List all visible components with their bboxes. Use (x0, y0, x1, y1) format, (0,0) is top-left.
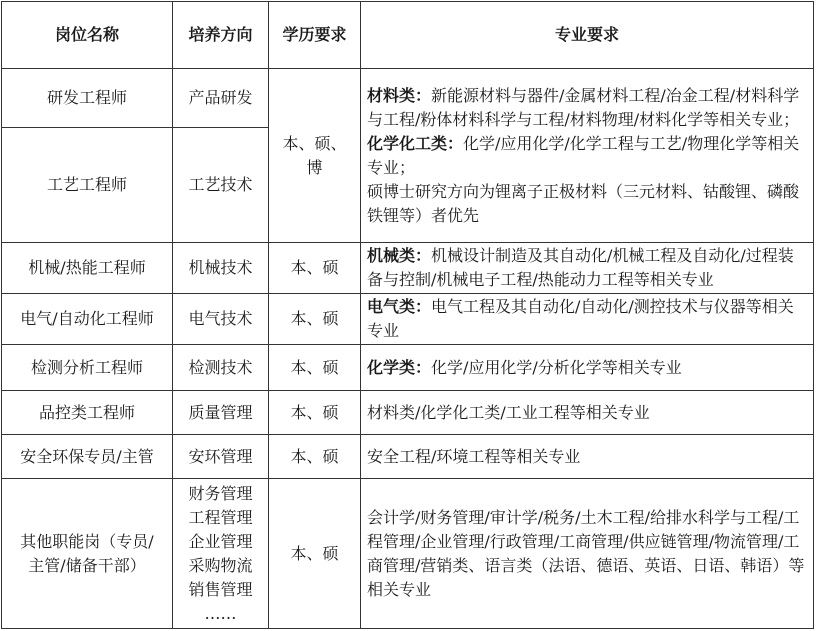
table-row (2, 435, 814, 479)
direction-line: …… (204, 603, 237, 623)
direction-cell: 检测技术 (173, 345, 269, 391)
position-cell: 检测分析工程师 (2, 345, 173, 391)
direction-line: 财务管理 (188, 483, 253, 503)
position-cell: 研发工程师 (2, 69, 173, 128)
direction-cell: 质量管理 (173, 391, 269, 435)
major-category-label: 材料类： (367, 85, 432, 105)
direction-cell (173, 479, 269, 629)
major-category-label: 化学类： (367, 357, 432, 377)
major-text: 机械设计制造及其自动化/机械工程及自动化/过程装备与控制/机械电子工程/热能动力工程等相关专业 (367, 246, 794, 289)
header-major: 专业要求 (361, 2, 814, 69)
table-row (2, 345, 814, 391)
recruitment-table (1, 1, 814, 629)
position-cell: 安全环保专员/主管 (2, 435, 173, 479)
education-cell: 本、硕 (269, 435, 361, 479)
education-cell: 本、硕 (269, 294, 361, 345)
header-row (2, 2, 814, 69)
major-cell (361, 294, 814, 345)
major-category-label: 化学化工类： (367, 133, 464, 153)
direction-line: 工程管理 (188, 507, 253, 527)
table-row (2, 243, 814, 294)
direction-line: 企业管理 (188, 531, 253, 551)
education-cell: 本、硕 (269, 345, 361, 391)
header-education: 学历要求 (269, 2, 361, 69)
major-text: 化学/应用化学/化学工程与工艺/物理化学等相关专业； (367, 133, 800, 177)
direction-cell: 产品研发 (173, 69, 269, 128)
education-cell (269, 69, 361, 243)
direction-line: 销售管理 (188, 579, 253, 599)
position-line: 主管/储备干部） (28, 555, 146, 575)
position-cell (2, 479, 173, 629)
major-cell (361, 345, 814, 391)
major-text: 电气工程及其自动化/自动化/测控技术与仪器等相关专业 (367, 297, 794, 340)
direction-cell: 工艺技术 (173, 128, 269, 243)
major-text: 新能源材料与器件/金属材料工程/冶金工程/材料科学与工程/粉体材料科学与工程/材料物理/材料化学等相关专业； (367, 85, 800, 129)
direction-cell: 电气技术 (173, 294, 269, 345)
table-row (2, 391, 814, 435)
header-position: 岗位名称 (2, 2, 173, 69)
major-category-label: 电气类： (367, 297, 432, 316)
position-cell: 品控类工程师 (2, 391, 173, 435)
major-cell (361, 243, 814, 294)
education-cell: 本、硕 (269, 391, 361, 435)
major-cell: 材料类/化学化工类/工业工程等相关专业 (361, 391, 814, 435)
position-cell: 工艺工程师 (2, 128, 173, 243)
education-cell: 本、硕 (269, 479, 361, 629)
direction-cell: 机械技术 (173, 243, 269, 294)
table-row (2, 479, 814, 629)
major-cell: 会计学/财务管理/审计学/税务/土木工程/给排水科学与工程/工程管理/企业管理/行政管理/工商管理/供应链管理/物流管理/工商管理/营销类、语言类（法语、德语、英语、日语、韩语）等相关专业 (361, 479, 814, 629)
education-cell: 本、硕 (269, 243, 361, 294)
header-direction: 培养方向 (173, 2, 269, 69)
table-row (2, 294, 814, 345)
direction-line: 采购物流 (188, 555, 253, 575)
major-cell: 安全工程/环境工程等相关专业 (361, 435, 814, 479)
direction-cell: 安环管理 (173, 435, 269, 479)
major-cell (361, 69, 814, 243)
position-cell: 机械/热能工程师 (2, 243, 173, 294)
major-text: 化学/应用化学/分析化学等相关专业 (431, 357, 682, 377)
position-cell: 电气/自动化工程师 (2, 294, 173, 345)
major-text: 硕博士研究方向为锂离子正极材料（三元材料、钴酸锂、磷酸铁锂等）者优先 (367, 181, 800, 225)
education-text: 本、硕、博 (282, 133, 347, 177)
major-category-label: 机械类： (367, 246, 432, 265)
table-row (2, 69, 814, 128)
position-line: 其他职能岗（专员/ (20, 531, 154, 551)
